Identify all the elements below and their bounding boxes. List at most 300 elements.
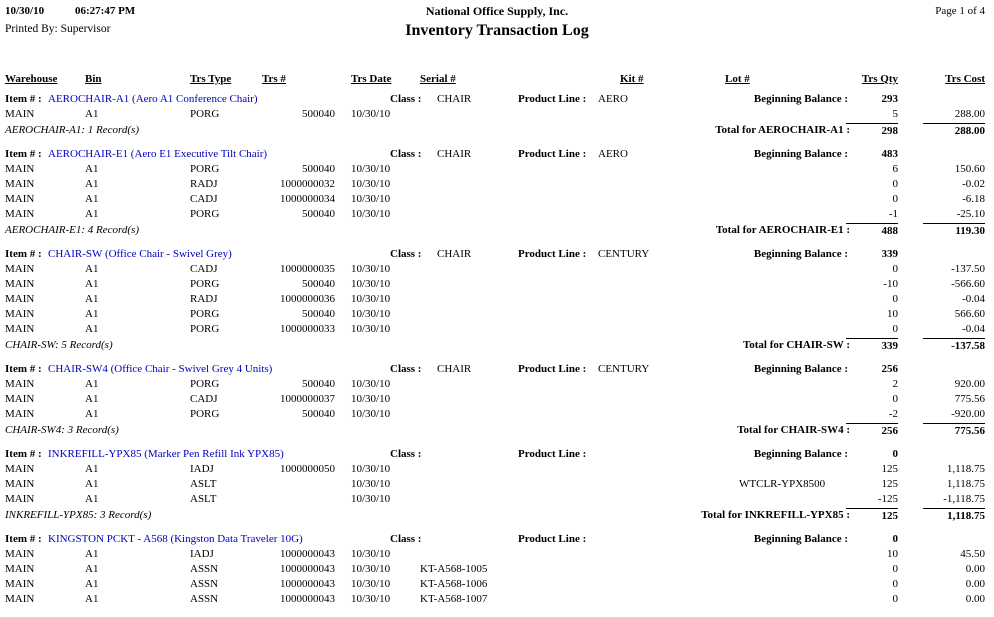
item-total-qty: 339 — [846, 338, 898, 354]
item-total-cost: 288.00 — [923, 123, 985, 139]
print-date: 10/30/10 — [5, 5, 45, 17]
trs-qty-cell: 0 — [892, 393, 898, 405]
trs-date-cell: 10/30/10 — [351, 278, 391, 290]
kit-cell — [620, 392, 725, 407]
col-header-warehouse: Warehouse — [5, 73, 58, 85]
serial-cell — [420, 277, 620, 292]
serial-cell — [420, 392, 620, 407]
beginning-balance-value: 0 — [892, 448, 898, 460]
warehouse-cell: MAIN — [5, 163, 35, 175]
trs-date-cell: 10/30/10 — [351, 178, 391, 190]
item-total-cost: -137.58 — [923, 338, 985, 354]
trs-cost-cell: -1,118.75 — [943, 493, 985, 505]
beginning-balance-value: 0 — [892, 533, 898, 545]
lot-cell — [725, 192, 858, 207]
bin-cell: A1 — [85, 563, 99, 575]
trs-cost-cell: 0.00 — [965, 563, 985, 575]
trs-type-cell: PORG — [190, 108, 220, 120]
col-header-bin: Bin — [85, 73, 102, 85]
class-label: Class : — [390, 448, 422, 460]
kit-cell — [620, 462, 725, 477]
transaction-row — [0, 592, 994, 607]
records-count: CHAIR-SW4: 3 Record(s) — [5, 424, 119, 436]
item-total-qty: 488 — [846, 223, 898, 239]
print-time: 06:27:47 PM — [75, 5, 136, 17]
serial-cell — [420, 322, 620, 337]
item-header-row — [0, 146, 994, 162]
item-number-label: Item # : — [5, 148, 42, 160]
item-name-link[interactable]: KINGSTON PCKT - A568 (Kingston Data Traveler 10G) — [48, 533, 303, 545]
item-group-footer — [0, 122, 994, 140]
trs-type-cell: RADJ — [190, 293, 218, 305]
bin-cell: A1 — [85, 323, 99, 335]
trs-number-cell: 500040 — [302, 278, 335, 290]
item-group-footer — [0, 222, 994, 240]
trs-type-cell: PORG — [190, 308, 220, 320]
serial-cell: KT-A568-1005 — [420, 563, 488, 575]
bin-cell: A1 — [85, 193, 99, 205]
warehouse-cell: MAIN — [5, 208, 35, 220]
trs-cost-cell: -920.00 — [951, 408, 985, 420]
trs-date-cell: 10/30/10 — [351, 493, 391, 505]
class-value: CHAIR — [437, 148, 472, 160]
class-value: CHAIR — [437, 363, 472, 375]
transaction-row — [0, 577, 994, 592]
col-header-trs-qty: Trs Qty — [861, 73, 898, 85]
kit-cell — [620, 177, 725, 192]
bin-cell: A1 — [85, 548, 99, 560]
lot-cell — [725, 577, 858, 592]
bin-cell: A1 — [85, 463, 99, 475]
trs-number-cell: 1000000043 — [280, 593, 335, 605]
warehouse-cell: MAIN — [5, 463, 35, 475]
transaction-row — [0, 477, 994, 492]
bin-cell: A1 — [85, 178, 99, 190]
item-group-footer — [0, 507, 994, 525]
trs-qty-cell: 0 — [892, 293, 898, 305]
records-count: AEROCHAIR-E1: 4 Record(s) — [5, 224, 139, 236]
item-name-link[interactable]: AEROCHAIR-E1 (Aero E1 Executive Tilt Chair) — [48, 148, 268, 160]
lot-cell — [725, 592, 858, 607]
trs-type-cell: PORG — [190, 408, 220, 420]
transaction-row — [0, 322, 994, 337]
bin-cell: A1 — [85, 308, 99, 320]
warehouse-cell: MAIN — [5, 263, 35, 275]
kit-cell — [620, 577, 725, 592]
item-number-label: Item # : — [5, 448, 42, 460]
lot-cell — [725, 262, 858, 277]
bin-cell: A1 — [85, 208, 99, 220]
trs-number-cell: 1000000035 — [280, 263, 335, 275]
class-label: Class : — [390, 93, 422, 105]
transaction-row — [0, 207, 994, 222]
bin-cell: A1 — [85, 578, 99, 590]
bin-cell: A1 — [85, 293, 99, 305]
warehouse-cell: MAIN — [5, 578, 35, 590]
transaction-row — [0, 292, 994, 307]
trs-qty-cell: -2 — [888, 408, 898, 420]
bin-cell: A1 — [85, 263, 99, 275]
trs-qty-cell: 10 — [887, 308, 898, 320]
item-header-row — [0, 361, 994, 377]
trs-type-cell: ASSN — [190, 593, 219, 605]
serial-cell — [420, 407, 620, 422]
bin-cell: A1 — [85, 593, 99, 605]
trs-qty-cell: 2 — [892, 378, 898, 390]
class-value: CHAIR — [437, 93, 472, 105]
warehouse-cell: MAIN — [5, 478, 35, 490]
records-count: CHAIR-SW: 5 Record(s) — [5, 339, 113, 351]
serial-cell — [420, 462, 620, 477]
lot-cell — [725, 407, 858, 422]
printed-by: Printed By: Supervisor — [5, 23, 111, 35]
item-total-label: Total for INKREFILL-YPX85 : — [701, 509, 850, 521]
item-total-cost: 1,118.75 — [923, 508, 985, 524]
item-total-qty: 125 — [846, 508, 898, 524]
trs-type-cell: CADJ — [190, 193, 218, 205]
lot-cell — [725, 322, 858, 337]
trs-type-cell: ASLT — [190, 493, 217, 505]
bin-cell: A1 — [85, 478, 99, 490]
records-count: INKREFILL-YPX85: 3 Record(s) — [5, 509, 152, 521]
trs-type-cell: ASSN — [190, 578, 219, 590]
item-total-cost: 775.56 — [923, 423, 985, 439]
trs-qty-cell: 0 — [892, 178, 898, 190]
transaction-rows — [0, 462, 994, 507]
report-header-line1 — [0, 3, 994, 20]
class-label: Class : — [390, 533, 422, 545]
kit-cell — [620, 192, 725, 207]
col-header-trs-date: Trs Date — [351, 73, 392, 85]
item-total-qty: 256 — [846, 423, 898, 439]
trs-qty-cell: 5 — [892, 108, 898, 120]
trs-date-cell: 10/30/10 — [351, 463, 391, 475]
trs-cost-cell: -0.04 — [962, 293, 985, 305]
serial-cell — [420, 262, 620, 277]
trs-date-cell: 10/30/10 — [351, 378, 391, 390]
item-header-row — [0, 446, 994, 462]
serial-cell: KT-A568-1007 — [420, 593, 488, 605]
bin-cell: A1 — [85, 493, 99, 505]
trs-date-cell: 10/30/10 — [351, 578, 391, 590]
item-group — [0, 146, 994, 240]
beginning-balance-label: Beginning Balance : — [753, 248, 848, 260]
trs-type-cell: IADJ — [190, 463, 214, 475]
kit-cell — [620, 207, 725, 222]
trs-date-cell: 10/30/10 — [351, 108, 391, 120]
transaction-rows — [0, 162, 994, 222]
warehouse-cell: MAIN — [5, 178, 35, 190]
warehouse-cell: MAIN — [5, 493, 35, 505]
serial-cell — [420, 377, 620, 392]
trs-cost-cell: 45.50 — [960, 548, 985, 560]
beginning-balance-label: Beginning Balance : — [753, 533, 848, 545]
serial-cell — [420, 547, 620, 562]
lot-cell — [725, 162, 858, 177]
trs-cost-cell: -137.50 — [951, 263, 985, 275]
lot-cell — [725, 307, 858, 322]
warehouse-cell: MAIN — [5, 563, 35, 575]
trs-date-cell: 10/30/10 — [351, 293, 391, 305]
kit-cell — [620, 262, 725, 277]
class-label: Class : — [390, 363, 422, 375]
transaction-rows — [0, 262, 994, 337]
serial-cell: KT-A568-1006 — [420, 578, 488, 590]
trs-qty-cell: 0 — [892, 193, 898, 205]
trs-number-cell: 1000000043 — [280, 548, 335, 560]
kit-cell — [620, 562, 725, 577]
lot-cell — [725, 462, 858, 477]
trs-type-cell: PORG — [190, 208, 220, 220]
trs-type-cell: PORG — [190, 323, 220, 335]
col-header-trs-cost: Trs Cost — [945, 73, 985, 85]
trs-type-cell: IADJ — [190, 548, 214, 560]
trs-number-cell: 1000000043 — [280, 578, 335, 590]
trs-cost-cell: 150.60 — [954, 163, 985, 175]
col-header-trs-type: Trs Type — [190, 73, 232, 85]
trs-qty-cell: 0 — [892, 563, 898, 575]
item-number-label: Item # : — [5, 533, 42, 545]
item-header-row — [0, 246, 994, 262]
warehouse-cell: MAIN — [5, 378, 35, 390]
trs-type-cell: PORG — [190, 163, 220, 175]
kit-cell — [620, 162, 725, 177]
trs-qty-cell: 10 — [887, 548, 898, 560]
serial-cell — [420, 192, 620, 207]
trs-type-cell: RADJ — [190, 178, 218, 190]
lot-cell: WTCLR-YPX8500 — [739, 478, 826, 490]
trs-date-cell: 10/30/10 — [351, 308, 391, 320]
trs-cost-cell: -0.04 — [962, 323, 985, 335]
records-count: AEROCHAIR-A1: 1 Record(s) — [5, 124, 139, 136]
product-line-label: Product Line : — [518, 148, 587, 160]
trs-date-cell: 10/30/10 — [351, 263, 391, 275]
report-body — [0, 91, 994, 607]
product-line-value: AERO — [598, 93, 628, 105]
trs-qty-cell: -10 — [883, 278, 898, 290]
serial-cell — [420, 162, 620, 177]
warehouse-cell: MAIN — [5, 393, 35, 405]
bin-cell: A1 — [85, 393, 99, 405]
transaction-rows — [0, 377, 994, 422]
item-total-label: Total for CHAIR-SW : — [742, 339, 850, 351]
lot-cell — [725, 292, 858, 307]
beginning-balance-label: Beginning Balance : — [753, 93, 848, 105]
item-group — [0, 361, 994, 440]
trs-number-cell: 1000000050 — [280, 463, 335, 475]
trs-type-cell: PORG — [190, 378, 220, 390]
transaction-row — [0, 562, 994, 577]
transaction-row — [0, 162, 994, 177]
item-number-label: Item # : — [5, 93, 42, 105]
beginning-balance-value: 483 — [881, 148, 898, 160]
beginning-balance-label: Beginning Balance : — [753, 148, 848, 160]
trs-type-cell: ASSN — [190, 563, 219, 575]
kit-cell — [620, 592, 725, 607]
trs-cost-cell: -0.02 — [962, 178, 985, 190]
serial-cell — [420, 307, 620, 322]
item-group — [0, 246, 994, 355]
beginning-balance-label: Beginning Balance : — [753, 448, 848, 460]
item-group-footer — [0, 337, 994, 355]
trs-date-cell: 10/30/10 — [351, 193, 391, 205]
lot-cell — [725, 547, 858, 562]
kit-cell — [620, 492, 725, 507]
item-name-link[interactable]: CHAIR-SW (Office Chair - Swivel Grey) — [48, 248, 232, 260]
lot-cell — [725, 177, 858, 192]
trs-date-cell: 10/30/10 — [351, 408, 391, 420]
trs-number-cell: 1000000032 — [280, 178, 335, 190]
trs-number-cell: 1000000037 — [280, 393, 335, 405]
item-total-cost: 119.30 — [923, 223, 985, 239]
transaction-row — [0, 307, 994, 322]
kit-cell — [620, 277, 725, 292]
trs-date-cell: 10/30/10 — [351, 478, 391, 490]
trs-cost-cell: 920.00 — [954, 378, 985, 390]
kit-cell — [620, 322, 725, 337]
trs-number-cell — [262, 477, 335, 492]
serial-cell — [420, 177, 620, 192]
trs-cost-cell: 1,118.75 — [946, 478, 985, 490]
trs-number-cell: 500040 — [302, 208, 335, 220]
trs-type-cell: CADJ — [190, 263, 218, 275]
warehouse-cell: MAIN — [5, 293, 35, 305]
trs-number-cell: 500040 — [302, 378, 335, 390]
item-number-label: Item # : — [5, 248, 42, 260]
class-label: Class : — [390, 248, 422, 260]
trs-cost-cell: 0.00 — [965, 593, 985, 605]
transaction-row — [0, 407, 994, 422]
trs-qty-cell: 6 — [892, 163, 898, 175]
serial-cell — [420, 477, 620, 492]
beginning-balance-value: 339 — [881, 248, 898, 260]
transaction-rows — [0, 107, 994, 122]
trs-cost-cell: 775.56 — [954, 393, 985, 405]
col-header-trs-number: Trs # — [262, 73, 286, 85]
item-header-row — [0, 91, 994, 107]
warehouse-cell: MAIN — [5, 308, 35, 320]
bin-cell: A1 — [85, 378, 99, 390]
bin-cell: A1 — [85, 408, 99, 420]
class-value: CHAIR — [437, 248, 472, 260]
kit-cell — [620, 292, 725, 307]
report-header-line2 — [0, 20, 994, 46]
item-group — [0, 446, 994, 525]
report-title: Inventory Transaction Log — [405, 22, 589, 39]
trs-date-cell: 10/30/10 — [351, 323, 391, 335]
item-name-link[interactable]: INKREFILL-YPX85 (Marker Pen Refill Ink YPX85) — [48, 448, 284, 460]
warehouse-cell: MAIN — [5, 323, 35, 335]
trs-date-cell: 10/30/10 — [351, 208, 391, 220]
trs-qty-cell: -125 — [877, 493, 898, 505]
serial-cell — [420, 107, 620, 122]
item-group-footer — [0, 422, 994, 440]
item-total-label: Total for AEROCHAIR-E1 : — [715, 224, 850, 236]
transaction-row — [0, 462, 994, 477]
item-group — [0, 91, 994, 140]
beginning-balance-value: 256 — [881, 363, 898, 375]
lot-cell — [725, 277, 858, 292]
lot-cell — [725, 207, 858, 222]
trs-qty-cell: 0 — [892, 578, 898, 590]
company-name: National Office Supply, Inc. — [425, 4, 569, 18]
transaction-row — [0, 392, 994, 407]
product-line-label: Product Line : — [518, 248, 587, 260]
trs-number-cell: 500040 — [302, 108, 335, 120]
trs-number-cell: 1000000033 — [280, 323, 335, 335]
trs-cost-cell: 0.00 — [965, 578, 985, 590]
trs-type-cell: ASLT — [190, 478, 217, 490]
product-line-label: Product Line : — [518, 93, 587, 105]
product-line-label: Product Line : — [518, 363, 587, 375]
kit-cell — [620, 307, 725, 322]
transaction-row — [0, 277, 994, 292]
kit-cell — [620, 377, 725, 392]
trs-number-cell — [262, 492, 335, 507]
warehouse-cell: MAIN — [5, 193, 35, 205]
column-headers — [0, 72, 994, 88]
trs-number-cell: 500040 — [302, 308, 335, 320]
lot-cell — [725, 377, 858, 392]
beginning-balance-value: 293 — [881, 93, 898, 105]
item-number-label: Item # : — [5, 363, 42, 375]
transaction-row — [0, 107, 994, 122]
trs-number-cell: 1000000034 — [280, 193, 335, 205]
bin-cell: A1 — [85, 163, 99, 175]
trs-date-cell: 10/30/10 — [351, 563, 391, 575]
kit-cell — [620, 547, 725, 562]
trs-number-cell: 1000000043 — [280, 563, 335, 575]
transaction-row — [0, 547, 994, 562]
kit-cell — [620, 477, 725, 492]
bin-cell: A1 — [85, 108, 99, 120]
trs-cost-cell: 566.60 — [954, 308, 985, 320]
item-total-label: Total for CHAIR-SW4 : — [737, 424, 850, 436]
item-total-label: Total for AEROCHAIR-A1 : — [715, 124, 850, 136]
trs-number-cell: 500040 — [302, 163, 335, 175]
item-name-link[interactable]: AEROCHAIR-A1 (Aero A1 Conference Chair) — [48, 93, 258, 105]
col-header-kit: Kit # — [620, 73, 644, 85]
warehouse-cell: MAIN — [5, 108, 35, 120]
product-line-label: Product Line : — [518, 533, 587, 545]
transaction-rows — [0, 547, 994, 607]
trs-qty-cell: 0 — [892, 593, 898, 605]
col-header-serial: Serial # — [420, 73, 456, 85]
trs-qty-cell: 0 — [892, 263, 898, 275]
warehouse-cell: MAIN — [5, 593, 35, 605]
trs-qty-cell: 125 — [881, 478, 898, 490]
trs-number-cell: 500040 — [302, 408, 335, 420]
trs-qty-cell: 125 — [881, 463, 898, 475]
warehouse-cell: MAIN — [5, 278, 35, 290]
kit-cell — [620, 107, 725, 122]
trs-date-cell: 10/30/10 — [351, 548, 391, 560]
trs-qty-cell: 0 — [892, 323, 898, 335]
trs-cost-cell: -6.18 — [962, 193, 985, 205]
item-header-row — [0, 531, 994, 547]
lot-cell — [725, 392, 858, 407]
trs-qty-cell: -1 — [888, 208, 898, 220]
transaction-row — [0, 262, 994, 277]
item-name-link[interactable]: CHAIR-SW4 (Office Chair - Swivel Grey 4 Units) — [48, 363, 273, 375]
class-label: Class : — [390, 148, 422, 160]
trs-cost-cell: -566.60 — [951, 278, 985, 290]
trs-date-cell: 10/30/10 — [351, 163, 391, 175]
transaction-row — [0, 492, 994, 507]
item-group — [0, 531, 994, 607]
trs-date-cell: 10/30/10 — [351, 593, 391, 605]
trs-cost-cell: 1,118.75 — [946, 463, 985, 475]
